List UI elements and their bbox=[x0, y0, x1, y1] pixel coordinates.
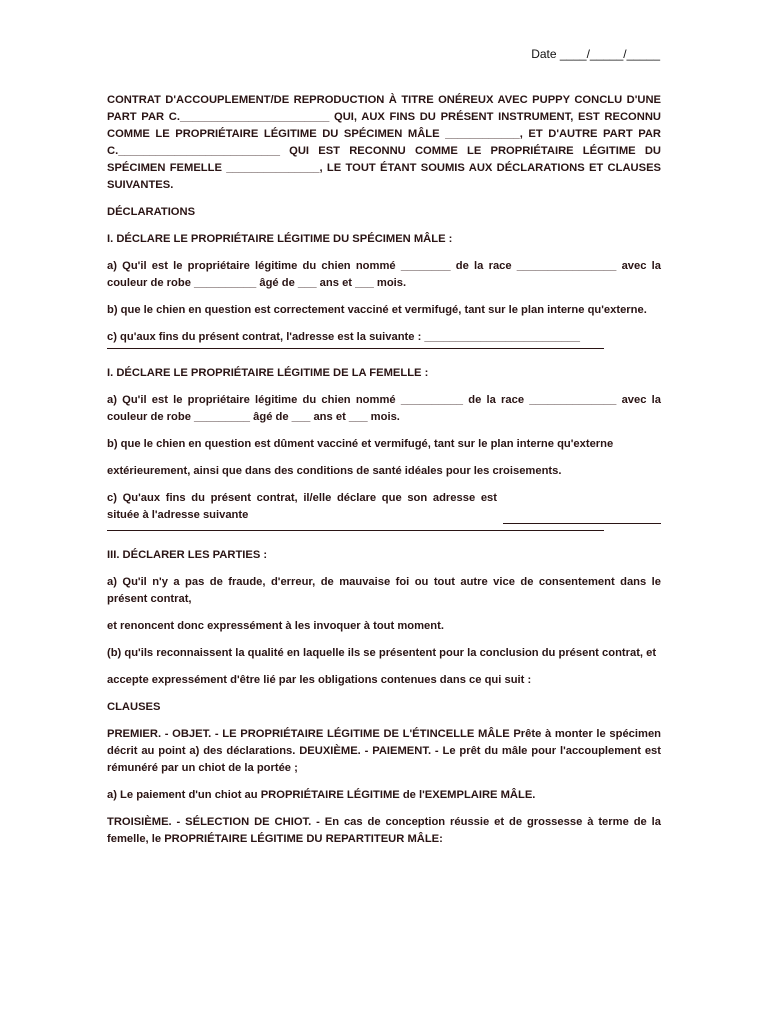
declarations-heading: DÉCLARATIONS bbox=[107, 206, 196, 218]
female-item-a: a) Qu'il est le propriétaire légitime du chien nommé __________ de la race ______________ avec la couleur de robe _________ âgé de ___ ans et ___ mois. bbox=[107, 394, 661, 423]
clause-first: PREMIER. - OBJET. - LE PROPRIÉTAIRE LÉGITIME DE L'ÉTINCELLE MÂLE Prête à monter le spécimen décrit au point a) des déclarations. DEUXIÈME. - PAIEMENT. - Le prêt du mâle pour l'accouplement est rémunéré par un chiot de la portée ; bbox=[107, 728, 661, 774]
parties-heading: III. DÉCLARER LES PARTIES : bbox=[107, 549, 268, 561]
male-item-c: c) qu'aux fins du présent contrat, l'adresse est la suivante : _________________________ bbox=[107, 331, 580, 343]
contract-body bbox=[107, 92, 661, 858]
parties-item-a-continued: et renoncent donc expressément à les invoquer à tout moment. bbox=[107, 620, 444, 632]
parties-item-a: a) Qu'il n'y a pas de fraude, d'erreur, de mauvaise foi ou tout autre vice de consentement dans le présent contrat, bbox=[107, 576, 661, 605]
female-address-line bbox=[107, 530, 604, 531]
female-item-b-continued: extérieurement, ainsi que dans des conditions de santé idéales pour les croisements. bbox=[107, 465, 562, 477]
female-item-c: c) Qu'aux fins du présent contrat, il/elle déclare que son adresse est située à l'adresse suivante bbox=[107, 492, 497, 521]
male-item-b: b) que le chien en question est correctement vacciné et vermifugé, tant sur le plan interne qu'externe. bbox=[107, 304, 647, 316]
parties-item-b: (b) qu'ils reconnaissent la qualité en laquelle ils se présentent pour la conclusion du présent contrat, et bbox=[107, 647, 657, 659]
male-address-line bbox=[107, 348, 604, 349]
parties-item-b-continued: accepte expressément d'être lié par les obligations contenues dans ce qui suit : bbox=[107, 674, 532, 686]
female-item-b: b) que le chien en question est dûment vacciné et vermifugé, tant sur le plan interne qu'externe bbox=[107, 438, 614, 450]
clause-payment: a) Le paiement d'un chiot au PROPRIÉTAIRE LÉGITIME de l'EXEMPLAIRE MÂLE. bbox=[107, 789, 536, 801]
male-item-a: a) Qu'il est le propriétaire légitime du chien nommé ________ de la race ________________ avec la couleur de robe __________ âgé de ___ ans et ___ mois. bbox=[107, 260, 661, 289]
date-field: Date ____/_____/_____ bbox=[531, 47, 660, 61]
clause-third: TROISIÈME. - SÉLECTION DE CHIOT. - En cas de conception réussie et de grossesse à terme de la femelle, le PROPRIÉTAIRE LÉGITIME DU REPARTITEUR MÂLE: bbox=[107, 816, 661, 845]
contract-intro: CONTRAT D'ACCOUPLEMENT/DE REPRODUCTION À TITRE ONÉREUX AVEC PUPPY CONCLU D'UNE PART PAR C.________________________ QUI, AUX FINS DU PRÉSENT INSTRUMENT, EST RECONNU COMME LE PROPRIÉTAIRE LÉGITIME DU SPÉCIMEN MÂLE ____________, ET D'AUTRE PART PAR C.__________________________ QUI EST RECONNU COMME LE PROPRIÉTAIRE LÉGITIME DU SPÉCIMEN FEMELLE _______________, LE TOUT ÉTANT SOUMIS AUX DÉCLARATIONS ET CLAUSES SUIVANTES. bbox=[107, 94, 661, 191]
clauses-heading: CLAUSES bbox=[107, 701, 161, 713]
male-owner-heading: I. DÉCLARE LE PROPRIÉTAIRE LÉGITIME DU SPÉCIMEN MÂLE : bbox=[107, 233, 453, 245]
female-address-blank bbox=[503, 511, 661, 524]
female-owner-heading: I. DÉCLARE LE PROPRIÉTAIRE LÉGITIME DE LA FEMELLE : bbox=[107, 367, 429, 379]
female-address-row bbox=[107, 490, 661, 524]
